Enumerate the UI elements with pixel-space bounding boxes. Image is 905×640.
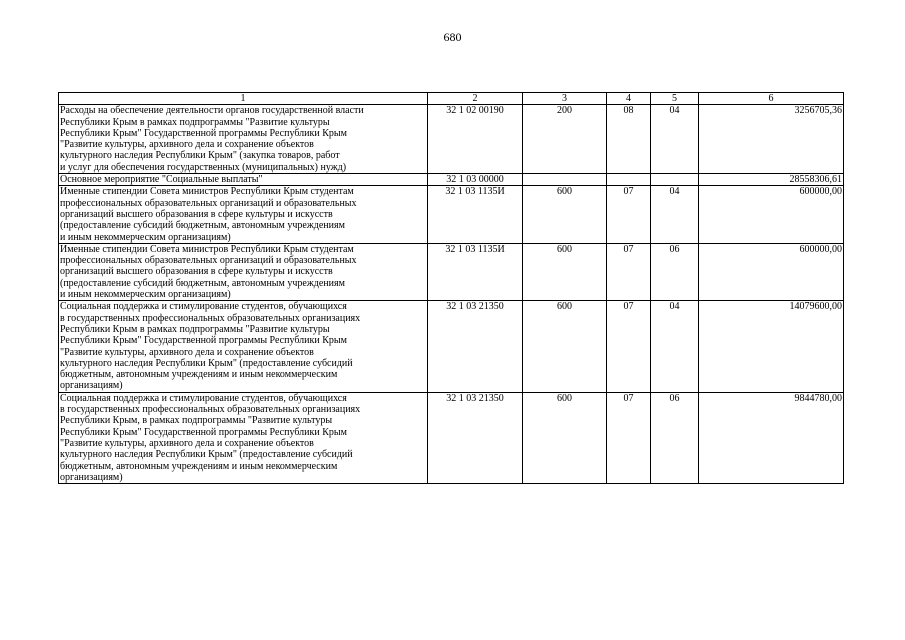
- row-code: 32 1 02 00190: [428, 105, 523, 174]
- table-row: [59, 186, 844, 243]
- row-column-4: 07: [607, 301, 651, 392]
- row-code: 32 1 03 1135И: [428, 243, 523, 300]
- table-row: [59, 243, 844, 300]
- row-code: 32 1 03 21350: [428, 301, 523, 392]
- row-column-4: [607, 174, 651, 186]
- row-column-4: 07: [607, 392, 651, 483]
- row-description: Именные стипендии Совета министров Республики Крым студентам профессиональных образовательных организаций и образовательных организаций высшего образования в сфере культуры и искусств (предоставление субсидий бюджетным, автономным учреждениям и иным некоммерческим организациям): [59, 186, 428, 243]
- table-row: [59, 174, 844, 186]
- column-header-2: 2: [428, 93, 523, 105]
- row-column-3: 600: [523, 186, 607, 243]
- row-column-5: 06: [651, 392, 699, 483]
- row-description: Социальная поддержка и стимулирование студентов, обучающихся в государственных профессиональных образовательных организациях Республики Крым в рамках подпрограммы "Развитие культуры Республики Крым" Государственной программы Республики Крым "Развитие культуры, архивного дела и сохранение объектов культурного наследия Республики Крым" (предоставление субсидий бюджетным, автономным учреждениям и иным некоммерческим организациям): [59, 301, 428, 392]
- table-row: [59, 392, 844, 483]
- row-column-3: [523, 174, 607, 186]
- row-amount: 28558306,61: [699, 174, 844, 186]
- table-row: [59, 301, 844, 392]
- budget-table: [58, 92, 844, 484]
- row-description: Социальная поддержка и стимулирование студентов, обучающихся в государственных профессиональных образовательных организациях Республики Крым, в рамках подпрограммы "Развитие культуры Республики Крым" Государственной программы Республики Крым "Развитие культуры, архивного дела и сохранение объектов культурного наследия Республики Крым" (предоставление субсидий бюджетным, автономным учреждениям и иным некоммерческим организациям): [59, 392, 428, 483]
- row-description: Основное мероприятие "Социальные выплаты": [59, 174, 428, 186]
- row-column-4: 07: [607, 186, 651, 243]
- row-column-5: 04: [651, 186, 699, 243]
- row-amount: 600000,00: [699, 243, 844, 300]
- row-amount: 3256705,36: [699, 105, 844, 174]
- row-column-5: 04: [651, 301, 699, 392]
- page-number: 680: [443, 30, 462, 44]
- row-column-5: 04: [651, 105, 699, 174]
- row-code: 32 1 03 21350: [428, 392, 523, 483]
- header-row: [59, 93, 844, 105]
- row-description: Именные стипендии Совета министров Республики Крым студентам профессиональных образовательных организаций и образовательных организаций высшего образования в сфере культуры и искусств (предоставление субсидий бюджетным, автономным учреждениям и иным некоммерческим организациям): [59, 243, 428, 300]
- row-column-5: [651, 174, 699, 186]
- row-column-3: 600: [523, 243, 607, 300]
- row-column-4: 07: [607, 243, 651, 300]
- row-column-3: 600: [523, 301, 607, 392]
- row-column-3: 600: [523, 392, 607, 483]
- column-header-6: 6: [699, 93, 844, 105]
- row-code: 32 1 03 1135И: [428, 186, 523, 243]
- row-amount: 14079600,00: [699, 301, 844, 392]
- column-header-3: 3: [523, 93, 607, 105]
- column-header-1: 1: [59, 93, 428, 105]
- row-column-4: 08: [607, 105, 651, 174]
- row-code: 32 1 03 00000: [428, 174, 523, 186]
- table-row: [59, 105, 844, 174]
- row-amount: 600000,00: [699, 186, 844, 243]
- column-header-4: 4: [607, 93, 651, 105]
- row-description: Расходы на обеспечение деятельности органов государственной власти Республики Крым в рамках подпрограммы "Развитие культуры Республики Крым" Государственной программы Республики Крым "Развитие культуры, архивного дела и сохранение объектов культурного наследия Республики Крым" (закупка товаров, работ и услуг для обеспечения государственных (муниципальных) нужд): [59, 105, 428, 174]
- row-column-3: 200: [523, 105, 607, 174]
- row-column-5: 06: [651, 243, 699, 300]
- row-amount: 9844780,00: [699, 392, 844, 483]
- column-header-5: 5: [651, 93, 699, 105]
